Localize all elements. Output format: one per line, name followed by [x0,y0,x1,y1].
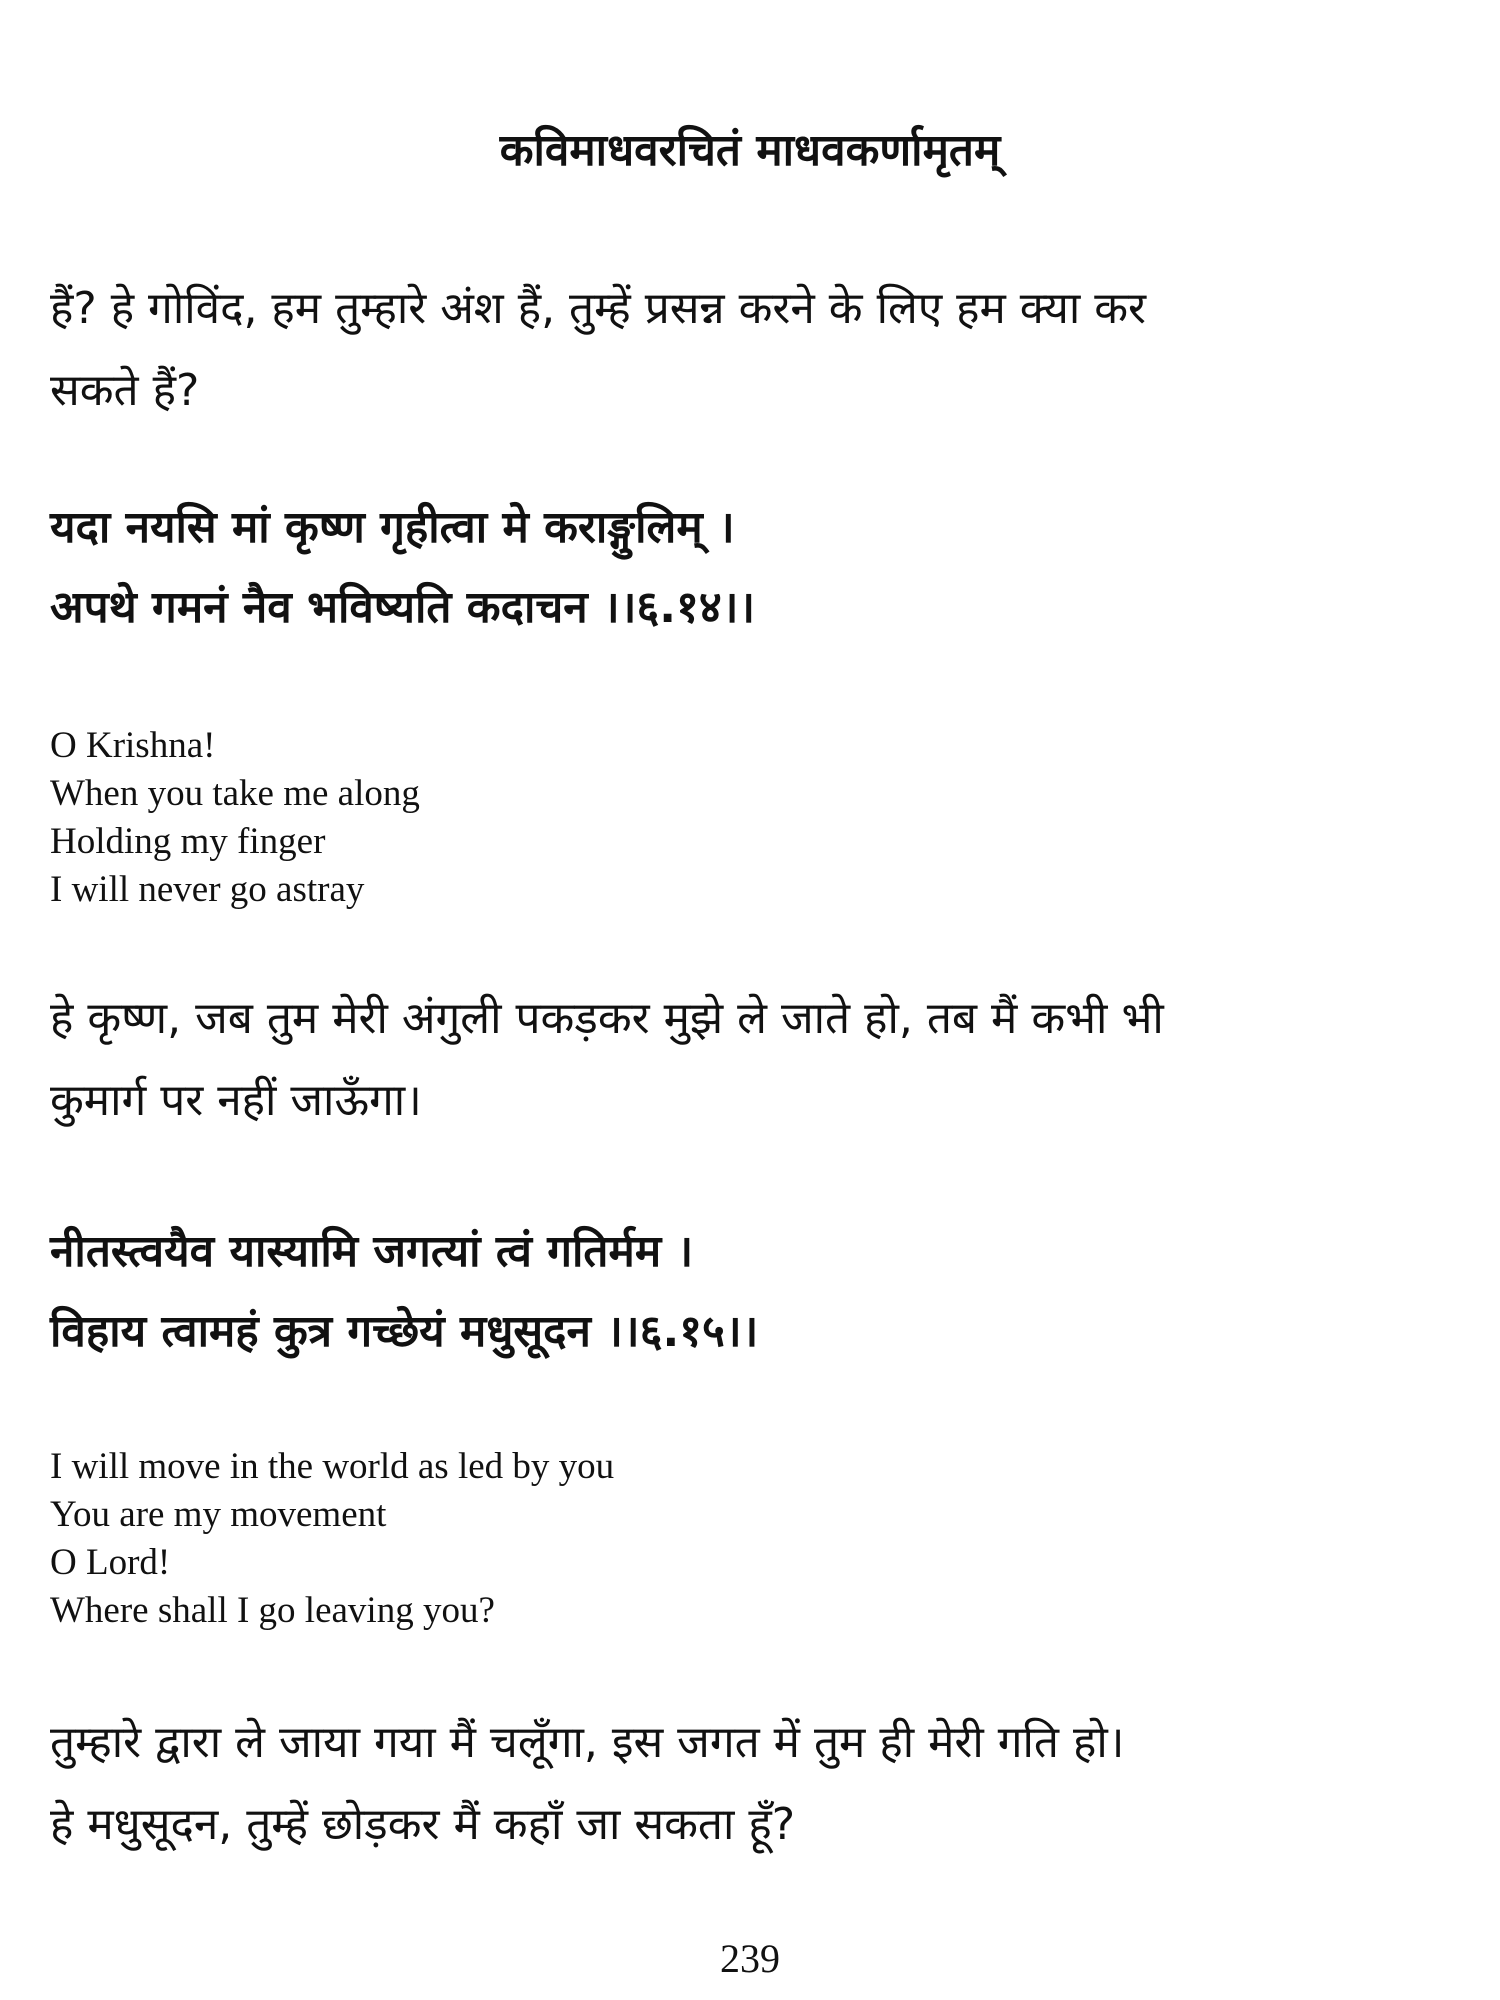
english-translation-6-14 [50,722,1250,914]
text-line: I will never go astray [50,869,365,910]
text-line: हे कृष्ण, जब तुम मेरी अंगुली पकड़कर मुझे ले जाते हो, तब मैं कभी भी [50,993,1164,1044]
verse-line: विहाय त्वामहं कुत्र गच्छेयं मधुसूदन ।।६.१५।। [50,1306,759,1357]
english-translation-6-15 [50,1443,1250,1635]
hindi-translation-6-15 [50,1702,1470,1866]
hindi-translation-6-14 [50,978,1470,1142]
verse-line: नीतस्त्वयैव यास्यामि जगत्यां त्वं गतिर्मम । [50,1226,694,1277]
page-number: 239 [720,1936,780,1981]
sanskrit-verse-6-14 [50,488,1470,648]
text-line: You are my movement [50,1494,387,1535]
sanskrit-verse-6-15 [50,1212,1470,1372]
text-line: हैं? हे गोविंद, हम तुम्हारे अंश हैं, तुम्हें प्रसन्न करने के लिए हम क्या कर [50,283,1147,334]
verse-line: अपथे गमनं नैव भविष्यति कदाचन ।।६.१४।। [50,582,756,633]
text-line: हे मधुसूदन, तुम्हें छोड़कर मैं कहाँ जा सकता हूँ? [50,1799,796,1850]
text-line: सकते हैं? [50,365,200,416]
text-line: Where shall I go leaving you? [50,1590,495,1631]
verse-line: यदा नयसि मां कृष्ण गृहीत्वा मे कराङ्गुलिम् । [50,502,735,553]
running-header: कविमाधवरचितं माधवकर्णामृतम् [499,125,1001,176]
text-line: When you take me along [50,773,420,814]
text-line: I will move in the world as led by you [50,1446,615,1487]
hindi-translation-paragraph [50,268,1470,432]
text-line: कुमार्ग पर नहीं जाऊँगा। [50,1075,422,1126]
text-line: O Lord! [50,1542,171,1583]
text-line: Holding my finger [50,821,326,862]
text-line: तुम्हारे द्वारा ले जाया गया मैं चलूँगा, इस जगत में तुम ही मेरी गति हो। [50,1717,1125,1768]
text-line: O Krishna! [50,725,216,766]
